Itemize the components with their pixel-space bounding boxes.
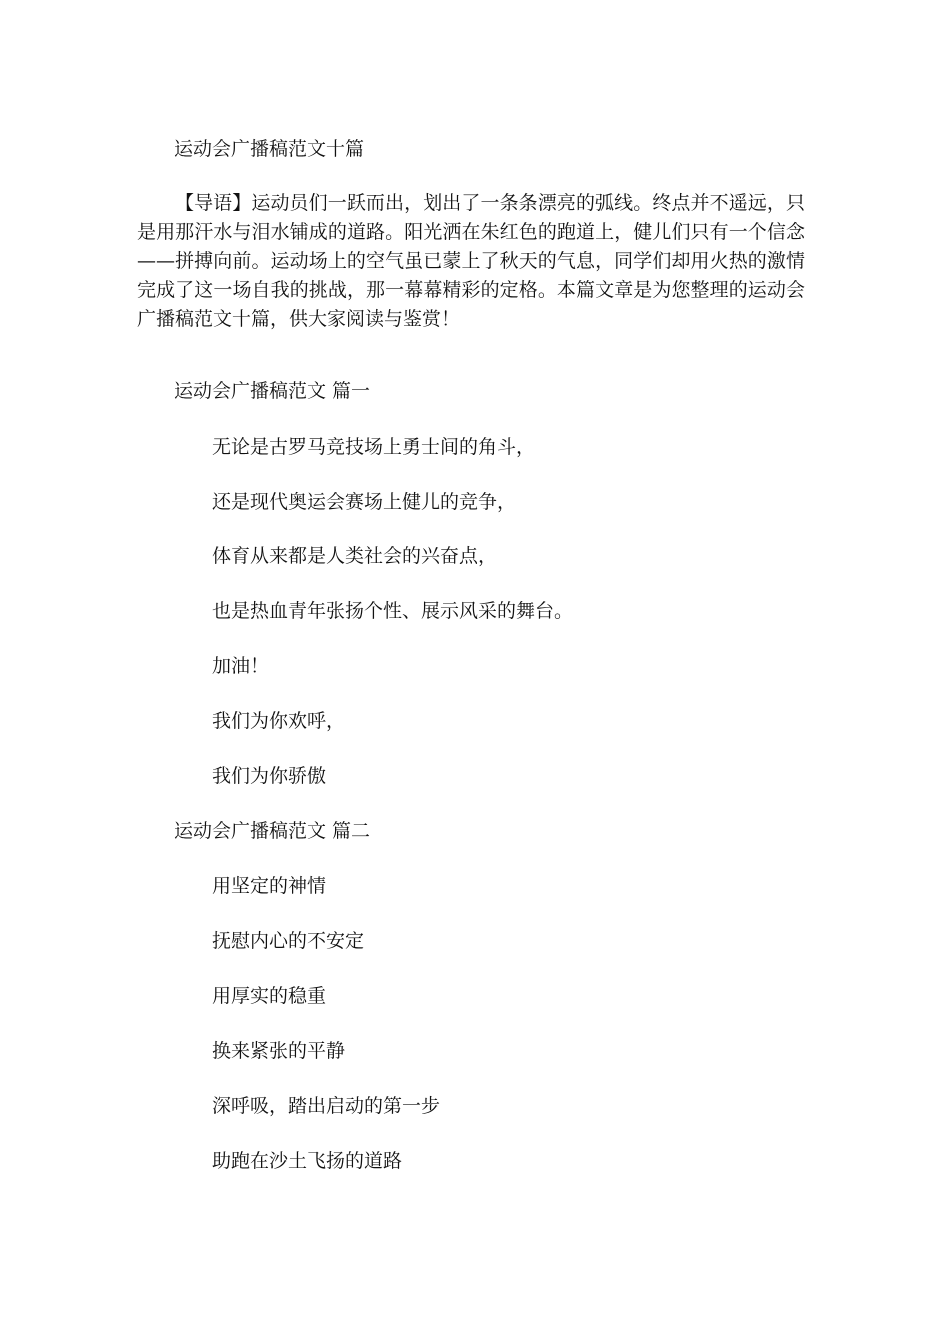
intro-paragraph: 【导语】运动员们一跃而出，划出了一条条漂亮的弧线。终点并不遥远，只是用那汗水与泪水铺成的道路。阳光洒在朱红色的跑道上，健儿们只有一个信念——拼搏向前。运动场上的空气虽已蒙上了秋天的气息，同学们却用火热的激情完成了这一场自我的挑战，那一幕幕精彩的定格。本篇文章是为您整理的运动会广播稿范文十篇，供大家阅读与鉴赏！ xyxy=(137,192,805,330)
verse-line: 我们为你骄傲 xyxy=(212,765,327,787)
verse-line: 抚慰内心的不安定 xyxy=(212,930,365,952)
verse-line: 用厚实的稳重 xyxy=(212,985,327,1007)
verse-line: 无论是古罗马竞技场上勇士间的角斗， xyxy=(212,436,536,458)
verse-line: 助跑在沙土飞扬的道路 xyxy=(212,1150,403,1172)
verse-line: 还是现代奥运会赛场上健儿的竞争， xyxy=(212,491,517,513)
verse-line: 深呼吸，踏出启动的第一步 xyxy=(212,1095,441,1117)
section-heading-2: 运动会广播稿范文 篇二 xyxy=(174,820,371,842)
verse-line: 加油！ xyxy=(212,655,270,677)
verse-line: 也是热血青年张扬个性、展示风采的舞台。 xyxy=(212,600,574,622)
verse-line: 用坚定的神情 xyxy=(212,875,327,897)
section-heading-1: 运动会广播稿范文 篇一 xyxy=(174,380,371,402)
verse-line: 我们为你欢呼， xyxy=(212,710,346,732)
verse-line: 体育从来都是人类社会的兴奋点， xyxy=(212,545,498,567)
document-title: 运动会广播稿范文十篇 xyxy=(174,138,365,160)
verse-line: 换来紧张的平静 xyxy=(212,1040,346,1062)
